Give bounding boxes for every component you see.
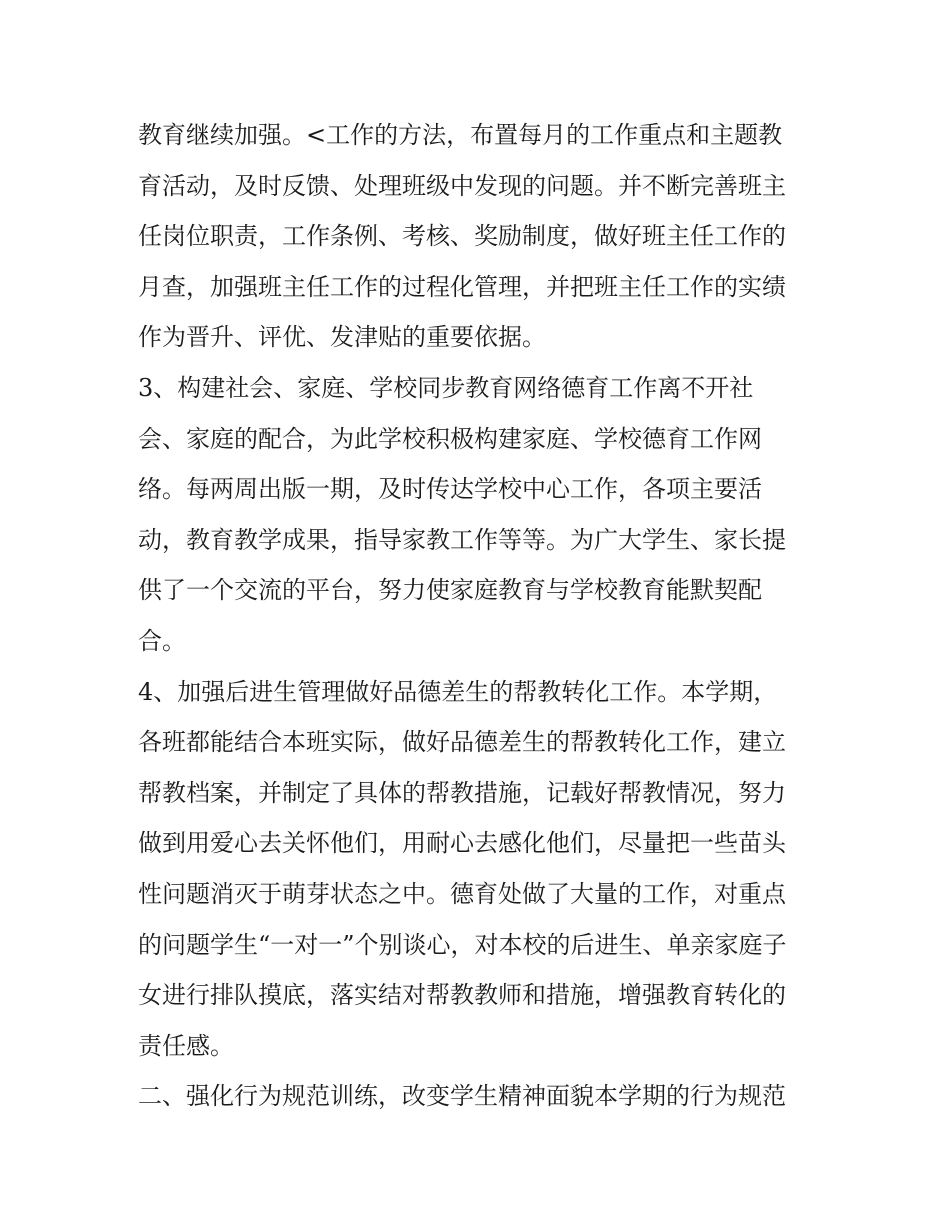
text-line: 会、家庭的配合，为此学校积极构建家庭、学校德育工作网 (138, 424, 762, 453)
text-line: 的问题学生“一对一”个别谈心，对本校的后进生、单亲家庭子 (138, 930, 787, 959)
text-line: 性问题消灭于萌芽状态之中。德育处做了大量的工作，对重点 (138, 879, 786, 908)
text-line: 4、加强后进生管理做好品德差生的帮教转化工作。本学期， (138, 677, 778, 706)
text-line: 3、构建社会、家庭、学校同步教育网络德育工作离不开社 (138, 373, 754, 402)
text-line: 育活动，及时反馈、处理班级中发现的问题。并不断完善班主 (138, 171, 786, 200)
text-line: 供了一个交流的平台，努力使家庭教育与学校教育能默契配 (138, 576, 762, 605)
text-line: 教育继续加强。<工作的方法，布置每月的工作重点和主题教 (138, 121, 783, 149)
text-line: 各班都能结合本班实际，做好品德差生的帮教转化工作，建立 (138, 728, 786, 757)
text-line: 责任感。 (138, 1031, 234, 1060)
body-text (138, 110, 818, 1122)
text-line: 作为晋升、评优、发津贴的重要依据。 (138, 323, 546, 352)
text-line: 动，教育教学成果，指导家教工作等等。为广大学生、家长提 (138, 525, 786, 554)
text-line: 二、强化行为规范训练，改变学生精神面貌本学期的行为规范 (138, 1082, 786, 1111)
text-line: 女进行排队摸底，落实结对帮教教师和措施，增强教育转化的 (138, 981, 786, 1010)
text-line: 做到用爱心去关怀他们，用耐心去感化他们，尽量把一些苗头 (138, 829, 786, 858)
text-line: 帮教档案，并制定了具体的帮教措施，记载好帮教情况，努力 (138, 778, 786, 807)
text-line: 合。 (138, 626, 186, 655)
text-line: 任岗位职责，工作条例、考核、奖励制度，做好班主任工作的 (138, 222, 786, 251)
text-line: 络。每两周出版一期，及时传达学校中心工作，各项主要活 (138, 475, 762, 504)
text-line: 月查，加强班主任工作的过程化管理，并把班主任工作的实绩 (138, 272, 786, 301)
